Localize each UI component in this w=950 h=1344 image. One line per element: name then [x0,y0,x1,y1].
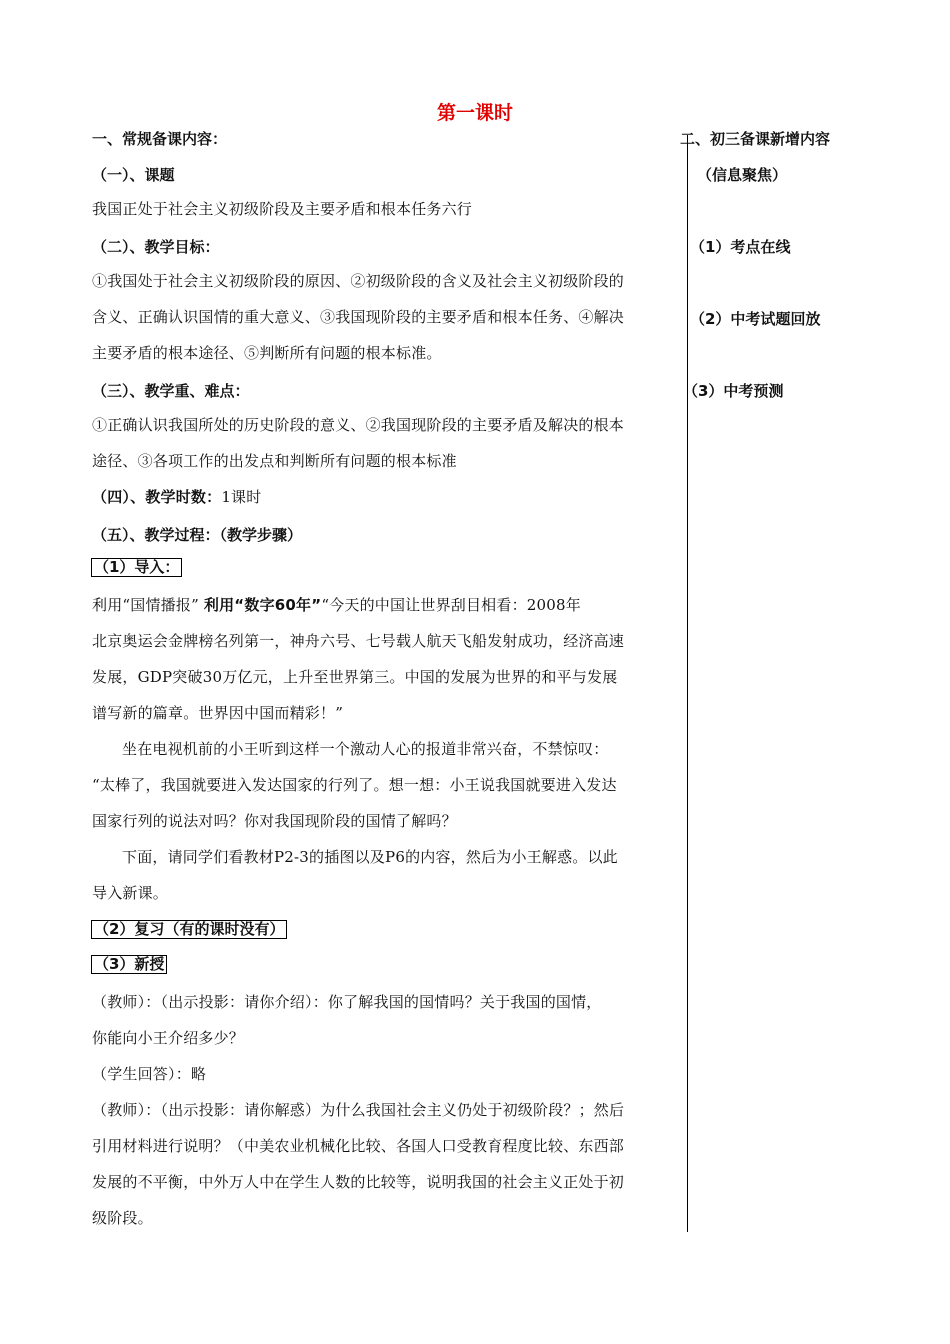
goal-line-2: 含义、正确认识国情的重大意义、③我国现阶段的主要矛盾和根本任务、④解决 [92,308,625,326]
para2-line-2: “太棒了，我国就要进入发达国家的行列了。想一想：小王说我国就要进入发达 [92,776,617,794]
new-line-7: 级阶段。 [92,1209,153,1227]
goal-line-1: ①我国处于社会主义初级阶段的原因、②初级阶段的含义及社会主义初级阶段的 [92,272,625,290]
intro-part-a: 利用“国情播报” [92,596,204,614]
column-divider [687,135,688,1232]
intro-line-2: 北京奥运会金牌榜名列第一，神舟六号、七号载人航天飞船发射成功，经济高速 [92,632,625,650]
hours-line [92,479,261,515]
hours-label: （四）、教学时数： [92,488,222,506]
right-item-past-questions: （2）中考试题回放 [690,310,821,328]
key-line-2: 途径、③各项工作的出发点和判断所有问题的根本标准 [92,452,457,470]
para2-line-1: 坐在电视机前的小王听到这样一个激动人心的报道非常兴奋，不禁惊叹： [122,740,609,758]
subheading-key-points: （三）、教学重、难点： [92,382,250,400]
step-review-box: （2）复习（有的课时没有） [91,920,287,939]
info-focus: （信息聚焦） [697,166,788,184]
subheading-topic: （一）、课题 [92,166,175,184]
new-line-4: （教师）：（出示投影：请你解惑）为什么我国社会主义仍处于初级阶段？；然后 [92,1101,625,1119]
para3-line-1: 下面，请同学们看教材P2-3的插图以及P6的内容，然后为小王解惑。以此 [122,848,618,866]
para2-line-3: 国家行列的说法对吗？你对我国现阶段的国情了解吗？ [92,812,457,830]
goal-line-3: 主要矛盾的根本途径、⑤判断所有问题的根本标准。 [92,344,442,362]
intro-part-b: 利用“数字60年” [203,596,322,614]
right-item-forecast: （3）中考预测 [683,382,784,400]
intro-line-3: 发展，GDP突破30万亿元，上升至世界第三。中国的发展为世界的和平与发展 [92,668,618,686]
key-line-1: ①正确认识我国所处的历史阶段的意义、②我国现阶段的主要矛盾及解决的根本 [92,416,625,434]
intro-line-1 [92,587,581,623]
new-line-6: 发展的不平衡，中外万人中在学生人数的比较等，说明我国的社会主义正处于初 [92,1173,625,1191]
intro-line-4: 谱写新的篇章。世界因中国而精彩！” [92,704,344,722]
new-line-1: （教师）：（出示投影：请你介绍）：你了解我国的国情吗？关于我国的国情， [92,993,602,1011]
step-new-box: （3）新授 [91,955,167,974]
subheading-process: （五）、教学过程：（教学步骤） [92,526,303,544]
new-line-3: （学生回答）：略 [92,1065,207,1083]
step-intro-box: （1）导入： [91,558,182,577]
right-item-exam-points: （1）考点在线 [690,238,791,256]
new-line-5: 引用材料进行说明？（中美农业机械化比较、各国人口受教育程度比较、东西部 [92,1137,625,1155]
intro-part-c: “今天的中国让世界刮目相看：2008年 [321,596,581,614]
para3-line-2: 导入新课。 [92,884,169,902]
new-line-2: 你能向小王介绍多少？ [92,1029,245,1047]
subheading-goals: （二）、教学目标： [92,238,220,256]
section-heading-new: 二、初三备课新增内容 [680,130,831,148]
hours-value: 1课时 [221,488,262,506]
topic-text: 我国正处于社会主义初级阶段及主要矛盾和根本任务六行 [92,200,473,218]
section-heading-regular: 一、常规备课内容： [92,130,228,148]
page-title: 第一课时 [436,102,513,124]
